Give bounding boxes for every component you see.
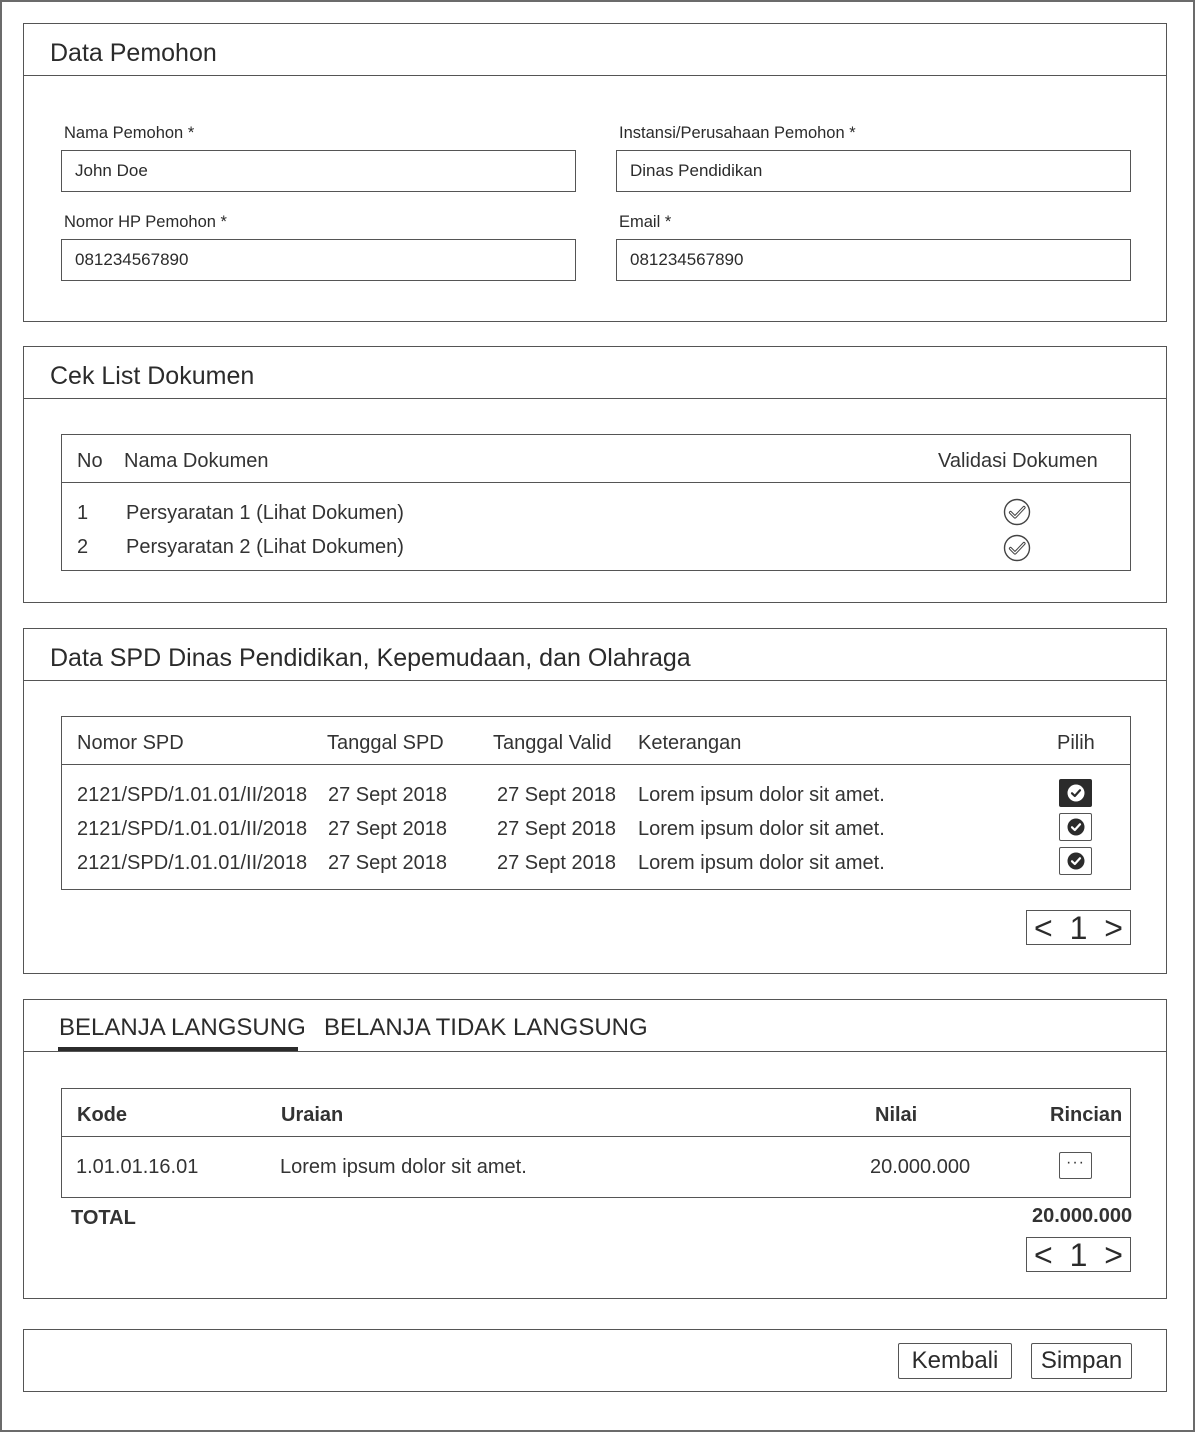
more-options-button[interactable] — [1059, 1152, 1092, 1179]
col-select: Pilih — [1057, 732, 1095, 754]
applicant-panel-header — [24, 24, 1166, 76]
select-checkbox[interactable] — [1059, 779, 1092, 807]
document-link[interactable]: Persyaratan 1 (Lihat Dokumen) — [126, 502, 404, 524]
col-value: Nilai — [875, 1104, 918, 1126]
spd-note: Lorem ipsum dolor sit amet. — [638, 784, 885, 806]
col-description: Uraian — [281, 1104, 344, 1126]
checklist-table-header — [62, 435, 1130, 483]
row-no: 1 — [77, 502, 89, 524]
current-page: 1 — [1069, 1236, 1088, 1273]
next-page-button[interactable]: > — [1104, 1236, 1123, 1273]
col-spd-number: Nomor SPD — [77, 732, 184, 754]
back-button[interactable]: Kembali — [898, 1343, 1012, 1379]
spd-table — [61, 716, 1131, 890]
prev-page-button[interactable]: < — [1034, 1236, 1053, 1273]
next-page-button[interactable]: > — [1104, 909, 1123, 946]
tab-belanja-tidak-langsung[interactable]: BELANJA TIDAK LANGSUNG — [324, 1014, 648, 1041]
active-tab-indicator — [58, 1047, 298, 1051]
email-input[interactable] — [616, 239, 1131, 281]
col-note: Keterangan — [638, 732, 742, 754]
spd-number: 2121/SPD/1.01.01/II/2018 — [77, 852, 308, 874]
col-spd-date: Tanggal SPD — [327, 732, 444, 754]
checklist-panel — [23, 346, 1167, 603]
col-code: Kode — [77, 1104, 127, 1126]
check-circle-filled-icon — [1066, 851, 1086, 871]
spd-number: 2121/SPD/1.01.01/II/2018 — [77, 784, 308, 806]
check-circle-filled-icon — [1066, 817, 1086, 837]
ellipsis-icon: ··· — [1066, 1153, 1085, 1171]
save-button[interactable]: Simpan — [1031, 1343, 1132, 1379]
name-label: Nama Pemohon * — [64, 124, 195, 142]
applicant-panel — [23, 23, 1167, 322]
spending-tabs — [24, 1000, 1166, 1052]
col-document-name: Nama Dokumen — [124, 450, 269, 472]
current-page: 1 — [1069, 909, 1088, 946]
spd-number: 2121/SPD/1.01.01/II/2018 — [77, 818, 308, 840]
spd-table-header — [62, 717, 1130, 765]
document-link[interactable]: Persyaratan 2 (Lihat Dokumen) — [126, 536, 404, 558]
spending-code: 1.01.01.16.01 — [76, 1156, 199, 1178]
spd-note: Lorem ipsum dolor sit amet. — [638, 852, 885, 874]
phone-input[interactable] — [61, 239, 576, 281]
row-no: 2 — [77, 536, 89, 558]
valid-date: 27 Sept 2018 — [497, 852, 616, 874]
phone-label: Nomor HP Pemohon * — [64, 213, 227, 231]
tab-belanja-langsung[interactable]: BELANJA LANGSUNG — [59, 1014, 306, 1041]
spd-date: 27 Sept 2018 — [328, 852, 447, 874]
spd-panel-title: Data SPD Dinas Pendidikan, Kepemudaan, dan Olahraga — [50, 644, 691, 672]
spending-panel — [23, 999, 1167, 1299]
spending-description: Lorem ipsum dolor sit amet. — [280, 1156, 527, 1178]
spending-value: 20.000.000 — [870, 1156, 971, 1178]
institution-label: Instansi/Perusahaan Pemohon * — [619, 124, 856, 142]
spd-note: Lorem ipsum dolor sit amet. — [638, 818, 885, 840]
institution-input[interactable] — [616, 150, 1131, 192]
spending-pagination — [1026, 1237, 1131, 1272]
checklist-table — [61, 434, 1131, 571]
col-no: No — [77, 450, 103, 472]
spd-date: 27 Sept 2018 — [328, 784, 447, 806]
check-circle-filled-icon — [1066, 783, 1086, 803]
spd-pagination — [1026, 910, 1131, 945]
spd-date: 27 Sept 2018 — [328, 818, 447, 840]
valid-date: 27 Sept 2018 — [497, 818, 616, 840]
col-validation: Validasi Dokumen — [938, 450, 1098, 472]
spd-panel-header — [24, 629, 1166, 681]
total-value: 20.000.000 — [1032, 1205, 1133, 1227]
applicant-panel-title: Data Pemohon — [50, 39, 217, 67]
col-valid-date: Tanggal Valid — [493, 732, 612, 754]
total-label: TOTAL — [71, 1207, 136, 1229]
spending-table — [61, 1088, 1131, 1198]
valid-date: 27 Sept 2018 — [497, 784, 616, 806]
footer-panel — [23, 1329, 1167, 1392]
check-circle-icon[interactable] — [1003, 498, 1031, 526]
select-checkbox[interactable] — [1059, 813, 1092, 841]
spd-panel — [23, 628, 1167, 974]
select-checkbox[interactable] — [1059, 847, 1092, 875]
check-circle-icon[interactable] — [1003, 534, 1031, 562]
email-label: Email * — [619, 213, 672, 231]
spending-table-header — [62, 1089, 1130, 1137]
prev-page-button[interactable]: < — [1034, 909, 1053, 946]
checklist-panel-title: Cek List Dokumen — [50, 362, 255, 390]
name-input[interactable] — [61, 150, 576, 192]
col-detail: Rincian — [1050, 1104, 1123, 1126]
checklist-panel-header — [24, 347, 1166, 399]
